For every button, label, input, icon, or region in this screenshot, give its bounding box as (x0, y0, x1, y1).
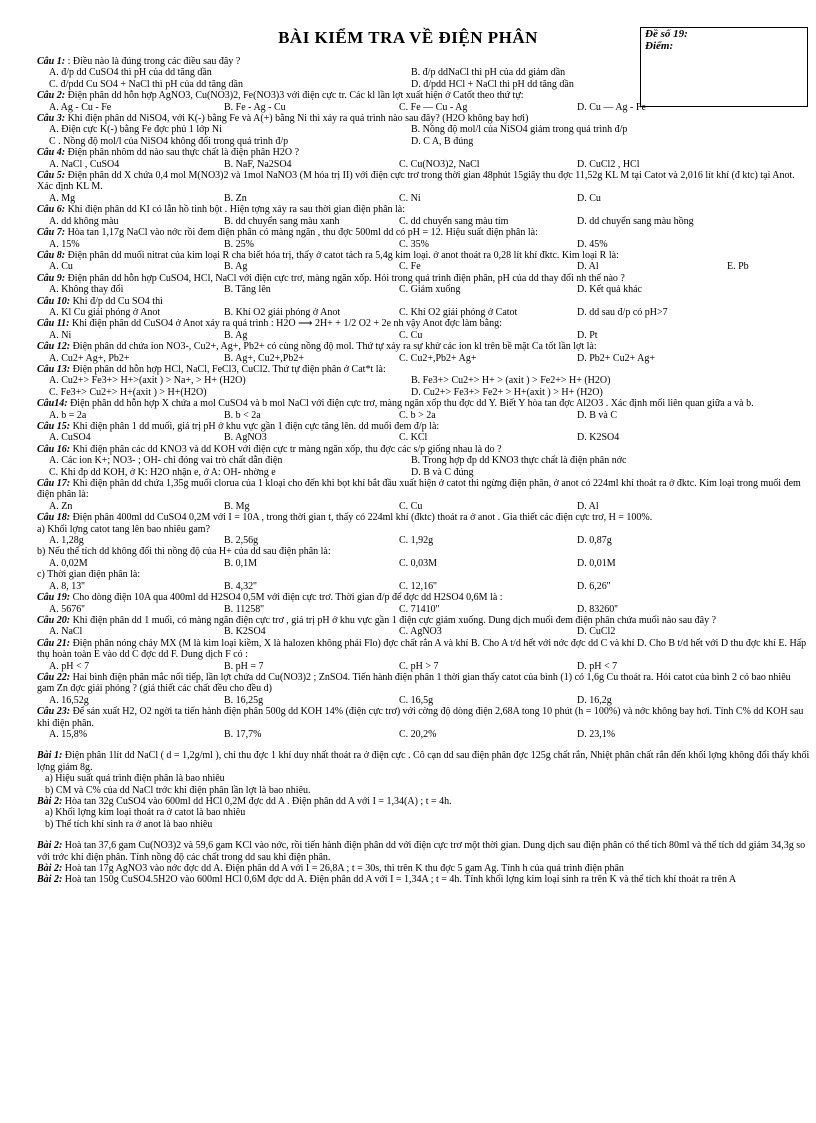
question-text: Khi điện phân dd NiSO4, với K(-) bằng Fe và A(+) bằng Ni thì xảy ra quá trình nào sau đây? (H2O không bay hơi) (65, 113, 529, 125)
answer-option: D. 0,01M (577, 557, 616, 569)
answer-option: D. Cu (577, 192, 601, 204)
answer-option: B. Tăng lên (224, 284, 271, 296)
problem-number: Bài 2: (37, 863, 63, 875)
question-number: Câu 23: (37, 706, 71, 718)
answer-option: A. 16,52g (49, 694, 89, 706)
question-number: Câu 7: (37, 227, 66, 239)
answer-option: D. K2SO4 (577, 432, 620, 444)
answer-option: B. Nồng độ mol/l của NiSO4 giảm trong quá trình đ/p (411, 124, 628, 136)
question-text: Hai bình điện phân mắc nối tiếp, lần lợt chứa dd Cu(NO3)2 ; ZnSO4. Tiến hành điện phân 1 thời gian thấy catot của bình (1) có 1,6g Cu thoát ra. Hỏi catot của bình 2 có bao nhiêu gam Zn đợc giải phóng ? (giả thiết các chất đều cho đều d) (37, 671, 791, 695)
answer-options (37, 626, 810, 637)
question (37, 592, 810, 603)
question-text: Khi điện phân dd chứa 1,35g muối clorua của 1 kloại cho đến khi bọt khí bắt đầu xuất hiện ở catot thì ngừng điện phân, ở anot có 224ml khí thoát ra ở đktc. Kim loại trong muối đem điện phân là: (37, 478, 801, 501)
answer-options (37, 432, 810, 443)
answer-options (37, 353, 810, 364)
problem-number: Bài 2: (37, 840, 63, 852)
answer-option: A. b = 2a (49, 409, 87, 421)
question (37, 478, 810, 501)
question-number: Câu 22: (37, 671, 71, 683)
answer-options (37, 284, 810, 295)
question-number: Câu 2: (37, 90, 66, 102)
answer-option: B. 4,32'' (224, 580, 257, 592)
question-text: Khi điện phân dd KI có lẫn hồ tinh bột . Hiện tợng xảy ra sau thời gian điện phân là: (65, 204, 406, 216)
problem-text: Điện phân 1lít dd NaCl ( d = 1,2g/ml ), chỉ thu đợc 1 khí duy nhất thoát ra ở điện cực . Cô cạn dd sau điện phân đợc 125g chất rắn, Nhiệt phân chất rắn đến khối lợng không đổi thấy khối lợng giảm 8g. (37, 750, 810, 773)
answer-option: A. NaCl (49, 626, 83, 638)
answer-option: C. 71410'' (399, 603, 440, 615)
question (37, 250, 810, 261)
answer-options (37, 729, 810, 740)
question (37, 524, 810, 535)
answer-option: C. Cu2+,Pb2+ Ag+ (399, 352, 477, 364)
question (37, 546, 810, 557)
problem (37, 750, 810, 773)
answer-options (37, 410, 810, 421)
answer-option: C. Khi đp dd KOH, ở K: H2O nhận e, ở A: OH- nhờng e (49, 466, 276, 478)
answer-option: A. dd không màu (49, 215, 119, 227)
answer-option: A. Không thay đổi (49, 284, 124, 296)
question (37, 296, 810, 307)
answer-option: D. dd sau đ/p có pH>7 (577, 306, 668, 318)
answer-option: E. Pb (727, 261, 749, 273)
question-number: Câu 12: (37, 341, 71, 353)
problem-subpart: b) CM và C% của dd NaCl trớc khi điện phân lần lợt là bao nhiêu. (45, 784, 311, 796)
answer-option: B. AgNO3 (224, 432, 267, 444)
answer-option: C. 1,92g (399, 535, 434, 547)
answer-option: C. 0,03M (399, 557, 438, 569)
section-spacer (37, 830, 810, 840)
question (37, 706, 810, 729)
answer-option: B. NaF, Na2SO4 (224, 158, 292, 170)
question (37, 638, 810, 661)
answer-options (37, 501, 810, 512)
answer-options (37, 193, 810, 204)
answer-option: B. Fe3+> Cu2+> H+ > (axit ) > Fe2+> H+ (H2O) (411, 375, 611, 387)
question-number: Câu 10: (37, 295, 71, 307)
question-text: Điện phân dd hỗn hợp CuSO4, HCl, NaCl với điện cực trơ, màng ngăn xốp. Hỏi trong quá trình điện phân, pH của dd thay đổi nh thế nào ? (65, 272, 625, 284)
answer-option: D. đ/pdd HCl + NaCl thì pH dd tăng dần (411, 78, 574, 90)
question (37, 273, 810, 284)
question-text: Khi điện phân 1 dd muối, giá trị pH ở khu vực gần 1 điện cực tăng lên. dd muối đem đ/p là: (70, 421, 440, 432)
answer-option: A. Điện cực K(-) bằng Fe đợc phủ 1 lớp Ni (49, 124, 222, 136)
answer-options (37, 695, 810, 706)
question-text: Điện phân dd chứa ion NO3-, Cu2+, Ag+, Pb2+ có cùng nồng độ mol. Thứ tự xảy ra sự khử các ion kl trên bề mặt Ca tốt lần lợt là: (70, 341, 597, 353)
answer-option: C . Nồng độ mol/l của NiSO4 không đổi trong quá trình đ/p (49, 135, 289, 147)
page-title: BÀI KIỂM TRA VỀ ĐIỆN PHÂN (278, 28, 538, 47)
question-number: Câu 5: (37, 170, 66, 182)
exam-number-label: Đề số 19: (645, 28, 688, 40)
answer-option: D. 45% (577, 238, 608, 250)
answer-option: B. Zn (224, 192, 247, 204)
question (37, 147, 810, 158)
question-text: Để sản xuất H2, O2 ngời ta tiến hành điện phân 500g dd KOH 14% (điện cực trơ) với cờng độ dòng điện 2,68A tong 10 phút (h = 100%) và nớc không bay hơi. Tính C% dd KOH sau khi điện phân. (37, 706, 804, 729)
answer-option: D. pH < 7 (577, 660, 618, 672)
question-number: Câu 18: (37, 512, 71, 524)
answer-options (37, 535, 810, 546)
question-text: Điện phân nhôm dd nào sau thực chất là điện phân H2O ? (65, 147, 300, 159)
question (37, 90, 810, 101)
answer-option: A. 15% (49, 238, 80, 250)
question (37, 421, 810, 432)
answer-option: C. đ/pdd Cu SO4 + NaCl thì pH của dd tăng dần (49, 78, 243, 90)
answer-option: C. AgNO3 (399, 626, 442, 638)
problem-text: Hòa tan 32g CuSO4 vào 600ml dd HCl 0,2M đợc dd A . Điện phân dd A với I = 1,34(A) ; t = 4h. (62, 796, 452, 807)
answer-option: D. Cu — Ag - Fe (577, 101, 646, 113)
answer-options (37, 239, 810, 250)
answer-option: C. Fe3+> Cu2+> H+(axit ) > H+(H2O) (49, 386, 207, 398)
answer-option: C. Cu (399, 329, 423, 341)
question (37, 569, 810, 580)
question (37, 56, 810, 67)
answer-option: B. Trong hợp đp dd KNO3 thực chất là điện phân nớc (411, 455, 627, 467)
answer-option: D. C A, B đúng (411, 135, 474, 147)
answer-option: B. Ag (224, 329, 248, 341)
answer-option: B. 2,56g (224, 535, 259, 547)
answer-option: C. Giảm xuống (399, 284, 461, 296)
answer-options (37, 604, 810, 615)
answer-option: D. Pt (577, 329, 598, 341)
answer-option: D. Kết quả khác (577, 284, 642, 296)
problem-number: Bài 1: (37, 750, 63, 762)
answer-option: D. 6,26'' (577, 580, 611, 592)
question-text: Khi điện phân dd CuSO4 ở Anot xảy ra quá trình : H2O ⟶ 2H+ + 1/2 O2 + 2e nh vậy Anot đợc làm bằng: (69, 318, 502, 330)
answer-option: A. Cu (49, 261, 73, 273)
problem-subpart: a) Khối lợng kim loại thoát ra ở catot là bao nhiêu (45, 807, 246, 819)
answer-option: B. 25% (224, 238, 254, 250)
answer-options (37, 330, 810, 341)
answer-option: B. Ag+, Cu2+,Pb2+ (224, 352, 304, 364)
problem (37, 796, 810, 807)
question (37, 672, 810, 695)
answer-option: D. B và C đúng (411, 466, 474, 478)
question-text: Điện phân dd hỗn hợp HCl, NaCl, FeCl3, CuCl2. Thứ tự điện phân ở Cat*t là: (70, 363, 386, 375)
question-text: Cho dòng điện 10A qua 400ml dd H2SO4 0,5M với điện cực trơ. Thời gian đ/p để đợc dd H2SO4 0,6M là : (70, 592, 503, 604)
answer-option: D. 23,1% (577, 728, 616, 740)
answer-option: B. 0,1M (224, 557, 258, 569)
answer-option: B. pH = 7 (224, 660, 264, 672)
question (37, 227, 810, 238)
question-number: Câu 6: (37, 204, 66, 216)
question-text: Điện phân dd X chứa 0,4 mol M(NO3)2 và 1mol NaNO3 (M hóa trị II) với điện cực trơ trong thời gian 48phút 15giây thu đợc 11,52g KL M tại Catot và 2,016 lít khí (đ ktc) tại Anot. Xác định KL M. (37, 170, 795, 193)
answer-option: B. 17,7% (224, 728, 262, 740)
question (37, 364, 810, 375)
question-number: Câu 17: (37, 478, 71, 490)
question-text: a) Khối lợng catot tang lên bao nhiêu gam? (37, 523, 211, 535)
answer-option: C. pH > 7 (399, 660, 439, 672)
answer-option: B. Mg (224, 500, 250, 512)
section-spacer (37, 740, 810, 750)
answer-option: B. 16,25g (224, 694, 264, 706)
answer-option: D. Al (577, 261, 599, 273)
question-text: Điện phân dd hỗn hợp AgNO3, Cu(NO3)2, Fe(NO3)3 với điện cực tr. Các kl lần lợt xuất hiện ở Catốt theo thứ tự: (65, 90, 524, 102)
answer-option: C. 12,16'' (399, 580, 437, 592)
problem-number: Bài 2: (37, 874, 63, 886)
answer-option: A. 8, 13'' (49, 580, 85, 592)
question (37, 615, 810, 626)
answer-options (37, 102, 810, 113)
answer-option: C. 35% (399, 238, 429, 250)
answer-option: A. Zn (49, 500, 73, 512)
question-text: c) Thời gian điện phân là: (37, 569, 141, 581)
answer-option: D. Pb2+ Cu2+ Ag+ (577, 352, 656, 364)
question-number: Câu 11: (37, 318, 70, 330)
answer-option: D. B và C (577, 409, 617, 421)
answer-options (37, 216, 810, 227)
question (37, 444, 810, 455)
score-label: Điểm: (645, 40, 674, 52)
question-text: Khi điện phân các dd KNO3 và dd KOH với điện cực tr màng ngăn xốp, thu đợc các s/p giống nhau là do ? (70, 443, 502, 455)
question-text: Khi điện phân dd 1 muối, có màng ngăn điện cực trơ , giá trị pH ở khu vực gần 1 điện cực giảm xuống. Dung dịch muối đem điện phân chứa muối nào sau đây ? (70, 614, 717, 626)
answer-options (37, 661, 810, 672)
question-number: Câu 9: (37, 272, 66, 284)
answer-option: C. 16,5g (399, 694, 434, 706)
question (37, 113, 810, 124)
problem-number: Bài 2: (37, 796, 63, 807)
answer-option: C. 20,2% (399, 728, 437, 740)
answer-options (37, 124, 810, 147)
question-number: Câu 4: (37, 147, 66, 159)
question (37, 170, 810, 193)
answer-option: A. Ag - Cu - Fe (49, 101, 112, 113)
answer-option: B. 11258'' (224, 603, 264, 615)
question-text: Điện phân dd muối nitrat của kim loại R cha biết hóa trị, thấy ở catot tách ra 5,4g kim loại. ở anot thoát ra 0,28 lít khí đktc. Kim loại R là: (65, 249, 619, 261)
problem-subpart: a) Hiệu suất quá trình điện phân là bao nhiêu (45, 773, 225, 785)
answer-option: A. pH < 7 (49, 660, 90, 672)
answer-option: A. Các ion K+; NO3- ; OH- chỉ đóng vai trò chất dẫn điện (49, 455, 283, 467)
question-number: Câu 19: (37, 592, 71, 604)
answer-option: D. CuCl2 (577, 626, 616, 638)
question-text: Điện phân nóng chảy MX (M là kim loại kiềm, X là halozen không phải Flo) đợc chất rắn A và khí B. Cho A t/d hết với nớc đợc dd C và khí D. Cho B t/d hết với D thu đợc khí E. Hấp thụ hoàn toàn E vào dd C đợc dd F. Dung dịch F có : (37, 637, 807, 661)
question-number: Câu 20: (37, 614, 71, 626)
problem (37, 840, 810, 863)
question (37, 204, 810, 215)
answer-options (37, 261, 810, 272)
question-number: Câu 21: (37, 637, 71, 649)
question-number: Câu 1: (37, 56, 66, 67)
answer-option: C. Khí O2 giải phóng ở Catot (399, 306, 518, 318)
problem-text: Hoà tan 17g AgNO3 vào nớc đợc dd A. Điện phân dd A với I = 26,8A ; t = 30s, thì trên K thu đợc 5 gam Ag. Tính h của quá trình điện phân (62, 863, 624, 875)
answer-options (37, 307, 810, 318)
answer-option: A. Mg (49, 192, 76, 204)
answer-option: B. Fe - Ag - Cu (224, 101, 286, 113)
answer-option: C. Fe (399, 261, 421, 273)
answer-option: C. Cu(NO3)2, NaCl (399, 158, 480, 170)
question-number: Câu 3: (37, 113, 66, 125)
answer-options (37, 375, 810, 398)
question-text: Hòa tan 1,17g NaCl vào nớc rồi đem điện phân có màng ngăn , thu đợc 500ml dd có pH = 12. Hiệu suất điện phân là: (65, 227, 538, 239)
answer-option: A. Cu2+ Ag+, Pb2+ (49, 352, 130, 364)
answer-options (37, 67, 810, 90)
answer-option: A. Ni (49, 329, 72, 341)
question (37, 398, 810, 409)
answer-option: A. CuSO4 (49, 432, 91, 444)
answer-option: C. KCl (399, 432, 428, 444)
answer-option: A. 0,02M (49, 557, 88, 569)
answer-option: B. b < 2a (224, 409, 261, 421)
answer-option: A. Cu2+> Fe3+> H+>(axit ) > Na+, > H+ (H2O) (49, 375, 246, 387)
question (37, 318, 810, 329)
question-text: : Điều nào là đúng trong các điều sau đây ? (65, 56, 241, 67)
question-text: b) Nếu thể tích dd không đổi thì nồng độ của H+ của dd sau điện phân là: (37, 546, 331, 558)
answer-option: B. Khí O2 giải phóng ở Anot (224, 306, 341, 318)
answer-option: D. 83260'' (577, 603, 618, 615)
question-text: Khi đ/p dd Cu SO4 thì (70, 295, 163, 307)
answer-option: D. dd chuyển sang màu hồng (577, 215, 694, 227)
question (37, 512, 810, 523)
answer-option: D. Al (577, 500, 599, 512)
answer-option: A. Kl Cu giải phóng ở Anot (49, 306, 161, 318)
problem-text: Hoà tan 37,6 gam Cu(NO3)2 và 59,6 gam KCl vào nớc, rồi tiến hành điện phân dd với điện cực trơ một thời gian. Dung dịch sau điện phân có thể tích 80ml và thể tích dd giảm 34,3g so với trớc khi điện phân. Tính nồng độ các chất trong dd sau khi điện phân. (37, 840, 806, 863)
answer-option: B. Ag (224, 261, 248, 273)
answer-options (37, 581, 810, 592)
answer-option: C. Fe — Cu - Ag (399, 101, 468, 113)
problem-subpart: b) Thể tích khí sinh ra ở anot là bao nhiêu (45, 818, 213, 830)
question-number: Câu 16: (37, 443, 71, 455)
answer-options (37, 159, 810, 170)
answer-option: B. dd chuyển sang màu xanh (224, 215, 340, 227)
answer-options (37, 455, 810, 478)
answer-option: D. Cu2+> Fe3+> Fe2+ > H+(axit ) > H+ (H2O) (411, 386, 603, 398)
answer-option: C. Ni (399, 192, 421, 204)
answer-options (37, 558, 810, 569)
answer-option: B. K2SO4 (224, 626, 266, 638)
problem (37, 874, 810, 885)
problem (37, 863, 810, 874)
question (37, 341, 810, 352)
answer-option: C. b > 2a (399, 409, 436, 421)
question-text: Điện phân dd hỗn hợp X chứa a mol CuSO4 và b mol NaCl với điện cực trơ, màng ngăn xốp thu đợc dd Y. Biết Y hòa tan đợc Al2O3 . Xác định mối liên quan giữa a và b. (67, 398, 754, 410)
answer-option: D. 16,2g (577, 694, 612, 706)
question-list (37, 56, 810, 886)
answer-option: A. 1,28g (49, 535, 84, 547)
answer-option: A. đ/p dd CuSO4 thì pH của dd tăng dần (49, 67, 212, 79)
answer-option: A. 15,8% (49, 728, 88, 740)
answer-option: D. CuCl2 , HCl (577, 158, 640, 170)
question-number: Câu 13: (37, 363, 71, 375)
question-text: Điện phân 400ml dd CuSO4 0,2M với I = 10A , trong thời gian t, thấy có 224ml khí (đktc) thoát ra ở anot . Gia thiết các điện cực trơ, H = 100%. (70, 512, 653, 524)
answer-option: C. Cu (399, 500, 423, 512)
question-number: Câu14: (37, 398, 68, 410)
answer-option: A. NaCl , CuSO4 (49, 158, 120, 170)
problem-text: Hoà tan 150g CuSO4.5H2O vào 600ml HCl 0,6M đợc dd A. Điện phân dd A với I = 1,34A ; t = 4h. Tính khối lợng kim loại sinh ra trên K và thể tích khí thoát ra trên A (62, 874, 737, 886)
answer-option: D. 0,87g (577, 535, 612, 547)
question-number: Câu 15: (37, 421, 71, 432)
answer-option: A. 5676'' (49, 603, 85, 615)
answer-option: C. dd chuyển sang màu tím (399, 215, 509, 227)
question-number: Câu 8: (37, 249, 66, 261)
answer-option: B. đ/p ddNaCl thì pH của dd giảm dần (411, 67, 566, 79)
